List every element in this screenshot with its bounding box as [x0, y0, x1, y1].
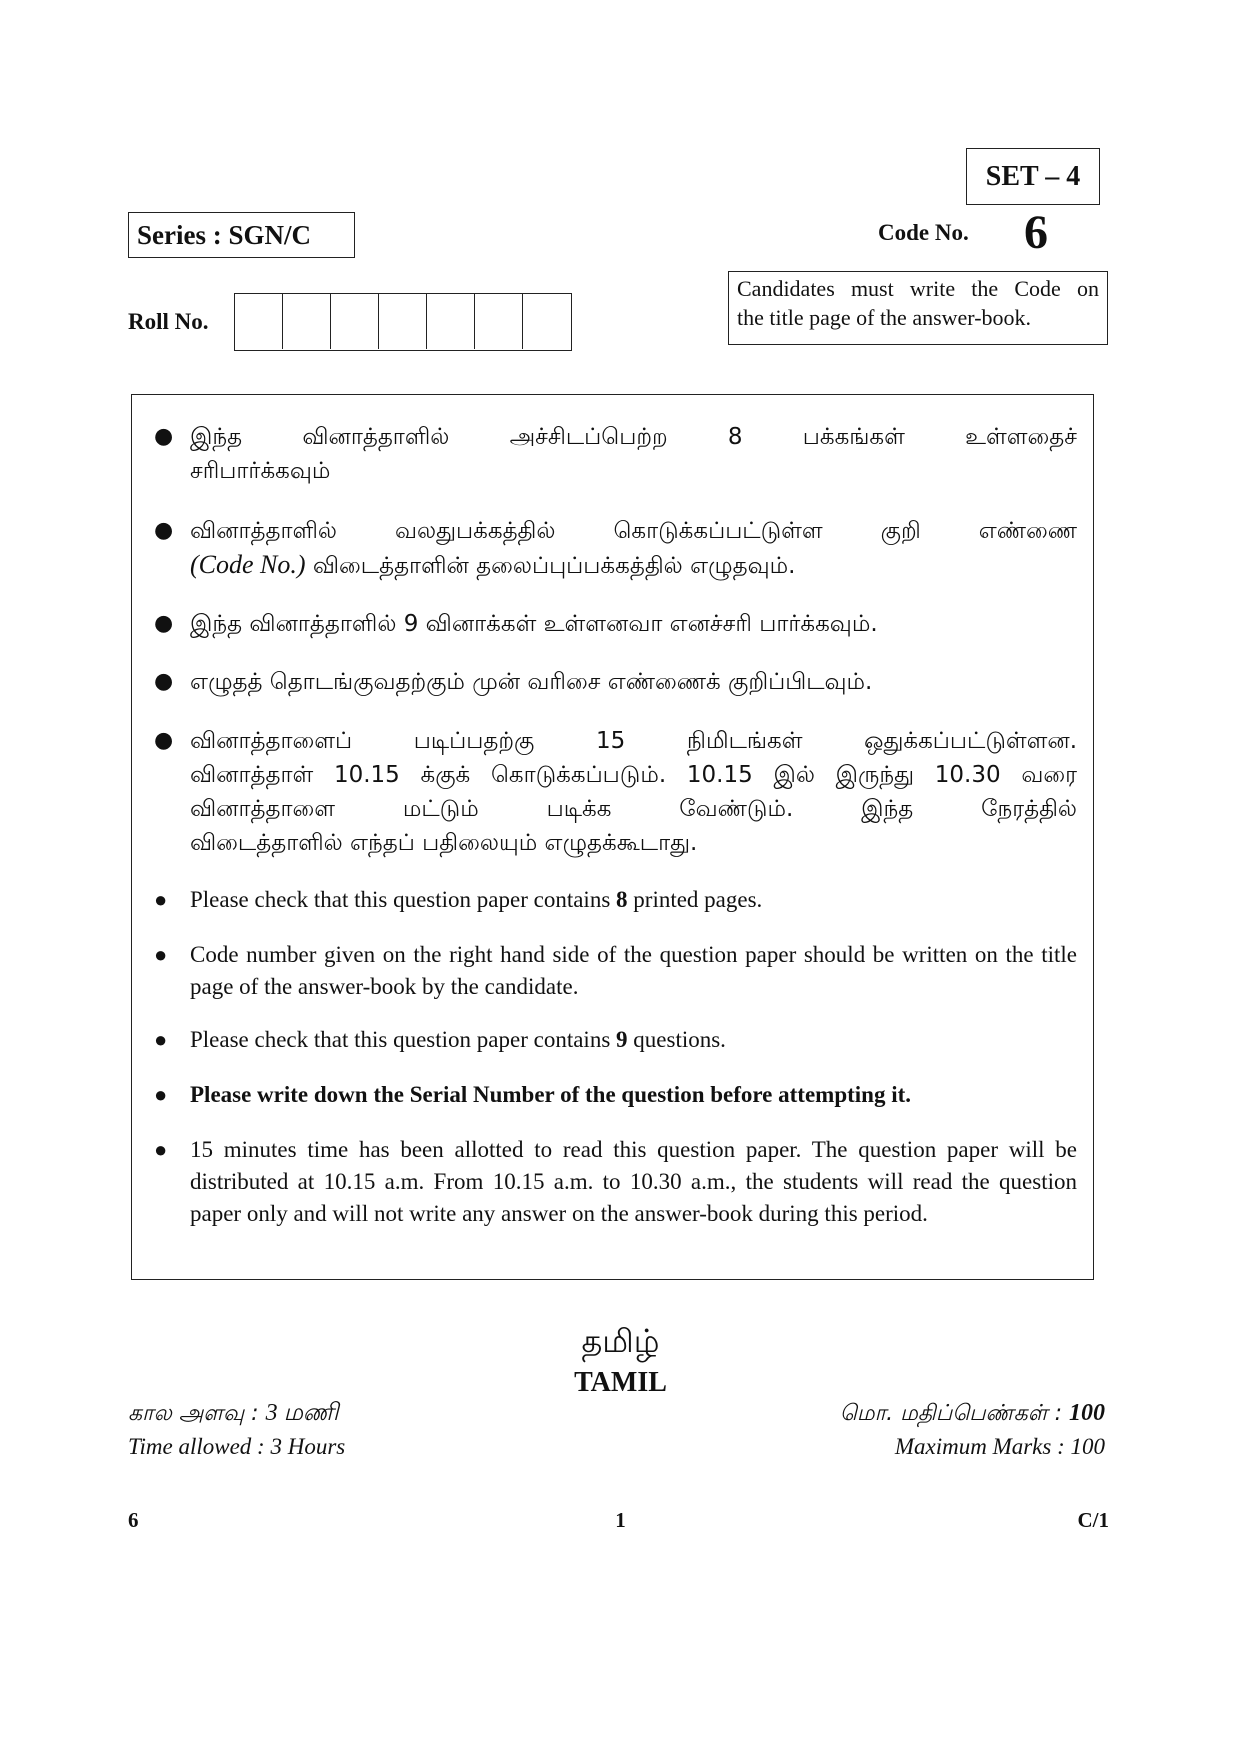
- candidate-note-line2: the title page of the answer-book.: [737, 305, 1032, 330]
- instruction-ta-4: [154, 665, 1077, 699]
- series-label: [128, 212, 355, 258]
- instruction-text: இந்த வினாத்தாளில் 9 வினாக்கள் உள்ளனவா எனச்சரி பார்க்கவும்.: [190, 611, 878, 637]
- instruction-text: வினாத்தாளைப் படிப்பதற்கு 15 நிமிடங்கள் ஒதுக்கப்பட்டுள்ளன.: [190, 728, 1077, 754]
- instruction-text: விடைத்தாளில் எந்தப் பதிலையும் எழுதக்கூடாது.: [190, 830, 698, 856]
- page-count: 8: [616, 887, 628, 912]
- code-label: Code No.: [878, 220, 969, 245]
- text-part: Please check that this question paper contains: [190, 887, 617, 912]
- code-value: 6: [1024, 206, 1048, 259]
- instruction-en-1: [154, 884, 1077, 916]
- text-part: 3 மணி: [265, 1400, 339, 1426]
- bullet-icon: ●: [154, 424, 174, 449]
- roll-label: Roll No.: [128, 309, 209, 334]
- instruction-ta-5: [154, 724, 1077, 860]
- instruction-text: 15 minutes time has been allotted to read this question paper. The question paper will be distributed at 10.15 a.m. From 10.15 a.m. to 10.30 a.m., the students will read the question paper only and will not write any answer on the answer-book during this period.: [190, 1137, 1077, 1226]
- code-no-text: (Code No.): [190, 550, 306, 579]
- text-part: printed pages.: [627, 887, 763, 912]
- text-part: கால அளவு :: [128, 1401, 266, 1426]
- instruction-text: Please write down the Serial Number of the question before attempting it.: [190, 1082, 912, 1107]
- bullet-icon: ●: [154, 1137, 168, 1162]
- set-text: SET – 4: [985, 160, 1081, 192]
- instruction-text: [190, 884, 1077, 916]
- page-number: 1: [615, 1508, 626, 1532]
- instruction-text: வினாத்தாள் 10.15 க்குக் கொடுக்கப்படும். 10.15 இல் இருந்து 10.30 வரை: [190, 762, 1077, 788]
- instruction-text: விடைத்தாளின் தலைப்புப்பக்கத்தில் எழுதவும்.: [305, 553, 796, 579]
- instruction-en-5: [154, 1134, 1077, 1230]
- roll-digit-box[interactable]: [427, 294, 475, 349]
- footer-code: 6: [128, 1508, 139, 1532]
- bullet-icon: ●: [154, 1082, 168, 1107]
- subject-title-tamil: தமிழ்: [581, 1322, 660, 1360]
- instruction-en-3: [154, 1024, 1077, 1056]
- roll-digit-box[interactable]: [379, 294, 427, 349]
- instruction-text: வினாத்தாளில் வலதுபக்கத்தில் கொடுக்கப்பட்டுள்ள குறி எண்ணை: [190, 518, 1077, 544]
- instruction-text: [190, 548, 1077, 583]
- instruction-text: எழுதத் தொடங்குவதற்கும் முன் வரிசை எண்ணைக் குறிப்பிடவும்.: [190, 669, 873, 695]
- instruction-text: [190, 1024, 1077, 1056]
- candidate-note-line1: Candidates must write the Code on: [737, 276, 1099, 301]
- bullet-icon: ●: [154, 728, 174, 753]
- footer-series: C/1: [1077, 1508, 1109, 1532]
- roll-digit-box[interactable]: [475, 294, 523, 349]
- bullet-icon: ●: [154, 942, 168, 967]
- candidate-note: [728, 271, 1108, 345]
- roll-digit-box[interactable]: [523, 294, 571, 349]
- instruction-text: வினாத்தாளை மட்டும் படிக்க வேண்டும். இந்த நேரத்தில்: [190, 796, 1077, 822]
- bullet-icon: ●: [154, 1027, 168, 1052]
- bullet-icon: ●: [154, 887, 168, 912]
- max-marks-english: Maximum Marks : 100: [894, 1434, 1105, 1459]
- roll-digit-box[interactable]: [331, 294, 379, 349]
- instruction-text: இந்த வினாத்தாளில் அச்சிடப்பெற்ற 8 பக்கங்கள் உள்ளதைச்: [190, 424, 1077, 450]
- bullet-icon: ●: [154, 518, 174, 543]
- instruction-en-4: [154, 1079, 1077, 1111]
- text-part: 100: [1069, 1400, 1105, 1426]
- roll-number-boxes[interactable]: [234, 293, 572, 351]
- text-part: மொ. மதிப்பெண்கள் :: [839, 1401, 1069, 1426]
- instruction-en-2: [154, 939, 1077, 1003]
- subject-title-english: TAMIL: [574, 1367, 667, 1398]
- instruction-text: Code number given on the right hand side of the question paper should be written on the title page of the answer-book by the candidate.: [190, 942, 1077, 999]
- text-part: questions.: [627, 1027, 726, 1052]
- series-text: Series : SGN/C: [137, 219, 311, 250]
- instruction-ta-1: [154, 420, 1077, 488]
- roll-digit-box[interactable]: [283, 294, 331, 349]
- time-allowed-tamil: [128, 1400, 339, 1429]
- bullet-icon: ●: [154, 669, 174, 694]
- question-count: 9: [616, 1027, 628, 1052]
- text-part: Please check that this question paper contains: [190, 1027, 617, 1052]
- roll-digit-box[interactable]: [235, 294, 283, 349]
- bullet-icon: ●: [154, 611, 174, 636]
- time-allowed-english: Time allowed : 3 Hours: [128, 1434, 346, 1459]
- instruction-text: சரிபார்க்கவும்: [190, 458, 331, 484]
- instruction-ta-3: [154, 607, 1077, 641]
- set-label: [966, 148, 1100, 205]
- instruction-ta-2: [154, 514, 1077, 583]
- max-marks-tamil: [840, 1400, 1105, 1429]
